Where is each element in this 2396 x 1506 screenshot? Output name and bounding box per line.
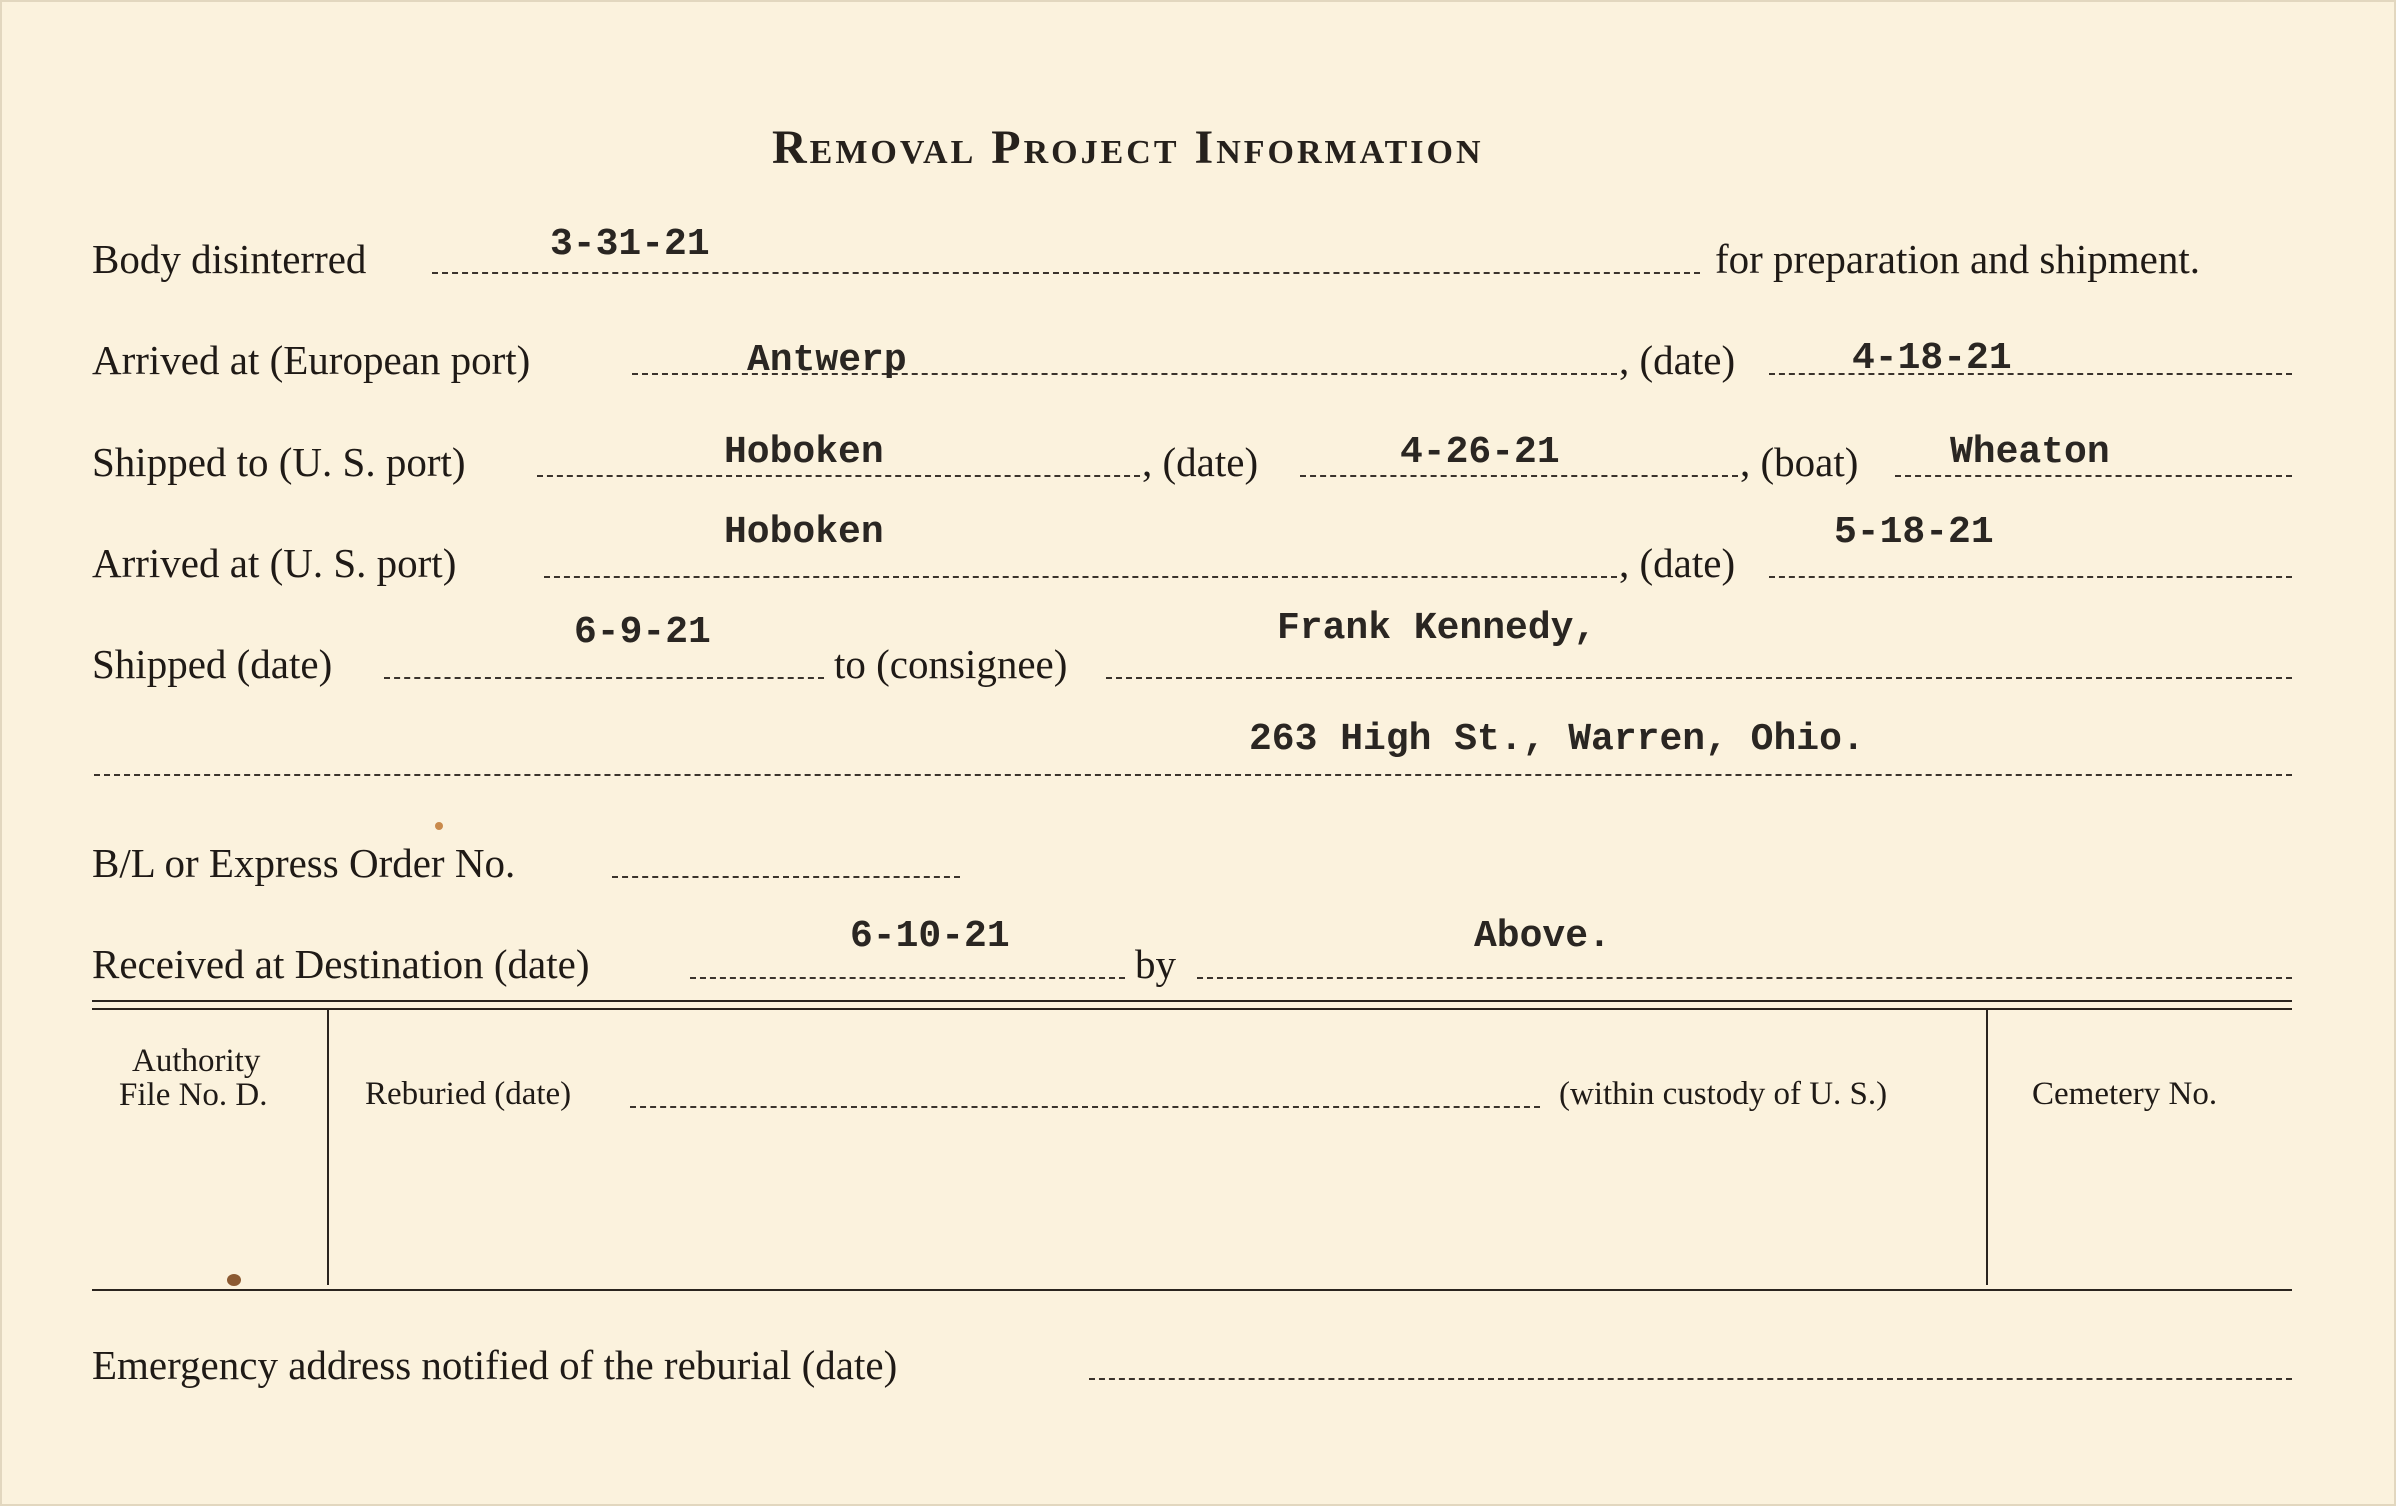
- disinterred-suffix: for preparation and shipment.: [1715, 236, 2201, 282]
- consignee-address-line: [94, 774, 2292, 776]
- shipped-us-date-value[interactable]: 4-26-21: [1400, 431, 1560, 474]
- table-divider-left: [327, 1010, 329, 1285]
- arrived-us-port-label: Arrived at (U. S. port): [92, 540, 457, 586]
- received-by-value[interactable]: Above.: [1474, 915, 1611, 958]
- shipped-us-date-field-line: [1300, 475, 1738, 477]
- table-top-rule-inner: [92, 1008, 2292, 1010]
- paper-speck: [227, 1274, 241, 1286]
- cemetery-label: Cemetery No.: [2032, 1076, 2218, 1112]
- boat-value[interactable]: Wheaton: [1950, 431, 2110, 474]
- received-date-field-line: [690, 977, 1125, 979]
- emergency-field-line: [1089, 1378, 2292, 1380]
- custody-label: (within custody of U. S.): [1559, 1076, 1888, 1112]
- european-port-value[interactable]: Antwerp: [747, 339, 907, 382]
- shipped-date-field-line: [384, 677, 824, 679]
- consignee-value[interactable]: Frank Kennedy,: [1277, 607, 1597, 650]
- shipped-date-value[interactable]: 6-9-21: [574, 611, 711, 654]
- consignee-label: to (consignee): [834, 641, 1068, 687]
- table-divider-right: [1986, 1010, 1988, 1285]
- disinterred-field-line: [432, 272, 1700, 274]
- arrived-us-port-field-line: [544, 576, 1617, 578]
- bl-order-field-line: [612, 876, 960, 878]
- received-label: Received at Destination (date): [92, 941, 590, 987]
- european-port-label: Arrived at (European port): [92, 337, 531, 383]
- european-date-field-line: [1769, 373, 2292, 375]
- authority-label-line1: Authority: [132, 1043, 261, 1079]
- table-top-rule: [92, 1000, 2292, 1002]
- reburied-field-line: [630, 1106, 1540, 1108]
- shipped-date-label: Shipped (date): [92, 641, 333, 687]
- shipped-us-date-label: , (date): [1142, 439, 1259, 485]
- received-by-field-line: [1197, 977, 2292, 979]
- bl-order-label: B/L or Express Order No.: [92, 840, 516, 886]
- shipped-us-port-label: Shipped to (U. S. port): [92, 439, 466, 485]
- arrived-us-date-field-line: [1769, 576, 2292, 578]
- consignee-field-line: [1106, 677, 2292, 679]
- received-date-value[interactable]: 6-10-21: [850, 915, 1010, 958]
- shipped-us-port-field-line: [537, 475, 1140, 477]
- european-date-label: , (date): [1619, 337, 1736, 383]
- authority-label-line2: File No. D.: [119, 1077, 268, 1113]
- form-title: Removal Project Information: [772, 121, 1484, 174]
- disinterred-date-value[interactable]: 3-31-21: [550, 223, 710, 266]
- received-by-label: by: [1135, 941, 1176, 987]
- emergency-label: Emergency address notified of the reburial (date): [92, 1342, 898, 1388]
- boat-field-line: [1895, 475, 2292, 477]
- arrived-us-date-label: , (date): [1619, 540, 1736, 586]
- reburied-label: Reburied (date): [365, 1076, 572, 1112]
- arrived-us-date-value[interactable]: 5-18-21: [1834, 511, 1994, 554]
- consignee-address-value[interactable]: 263 High St., Warren, Ohio.: [1249, 718, 1865, 761]
- paper-speck: [435, 822, 443, 830]
- boat-label: , (boat): [1740, 439, 1859, 485]
- european-date-value[interactable]: 4-18-21: [1852, 337, 2012, 380]
- disinterred-label: Body disinterred: [92, 236, 367, 282]
- arrived-us-port-value[interactable]: Hoboken: [724, 511, 884, 554]
- table-bottom-rule: [92, 1289, 2292, 1291]
- shipped-us-port-value[interactable]: Hoboken: [724, 431, 884, 474]
